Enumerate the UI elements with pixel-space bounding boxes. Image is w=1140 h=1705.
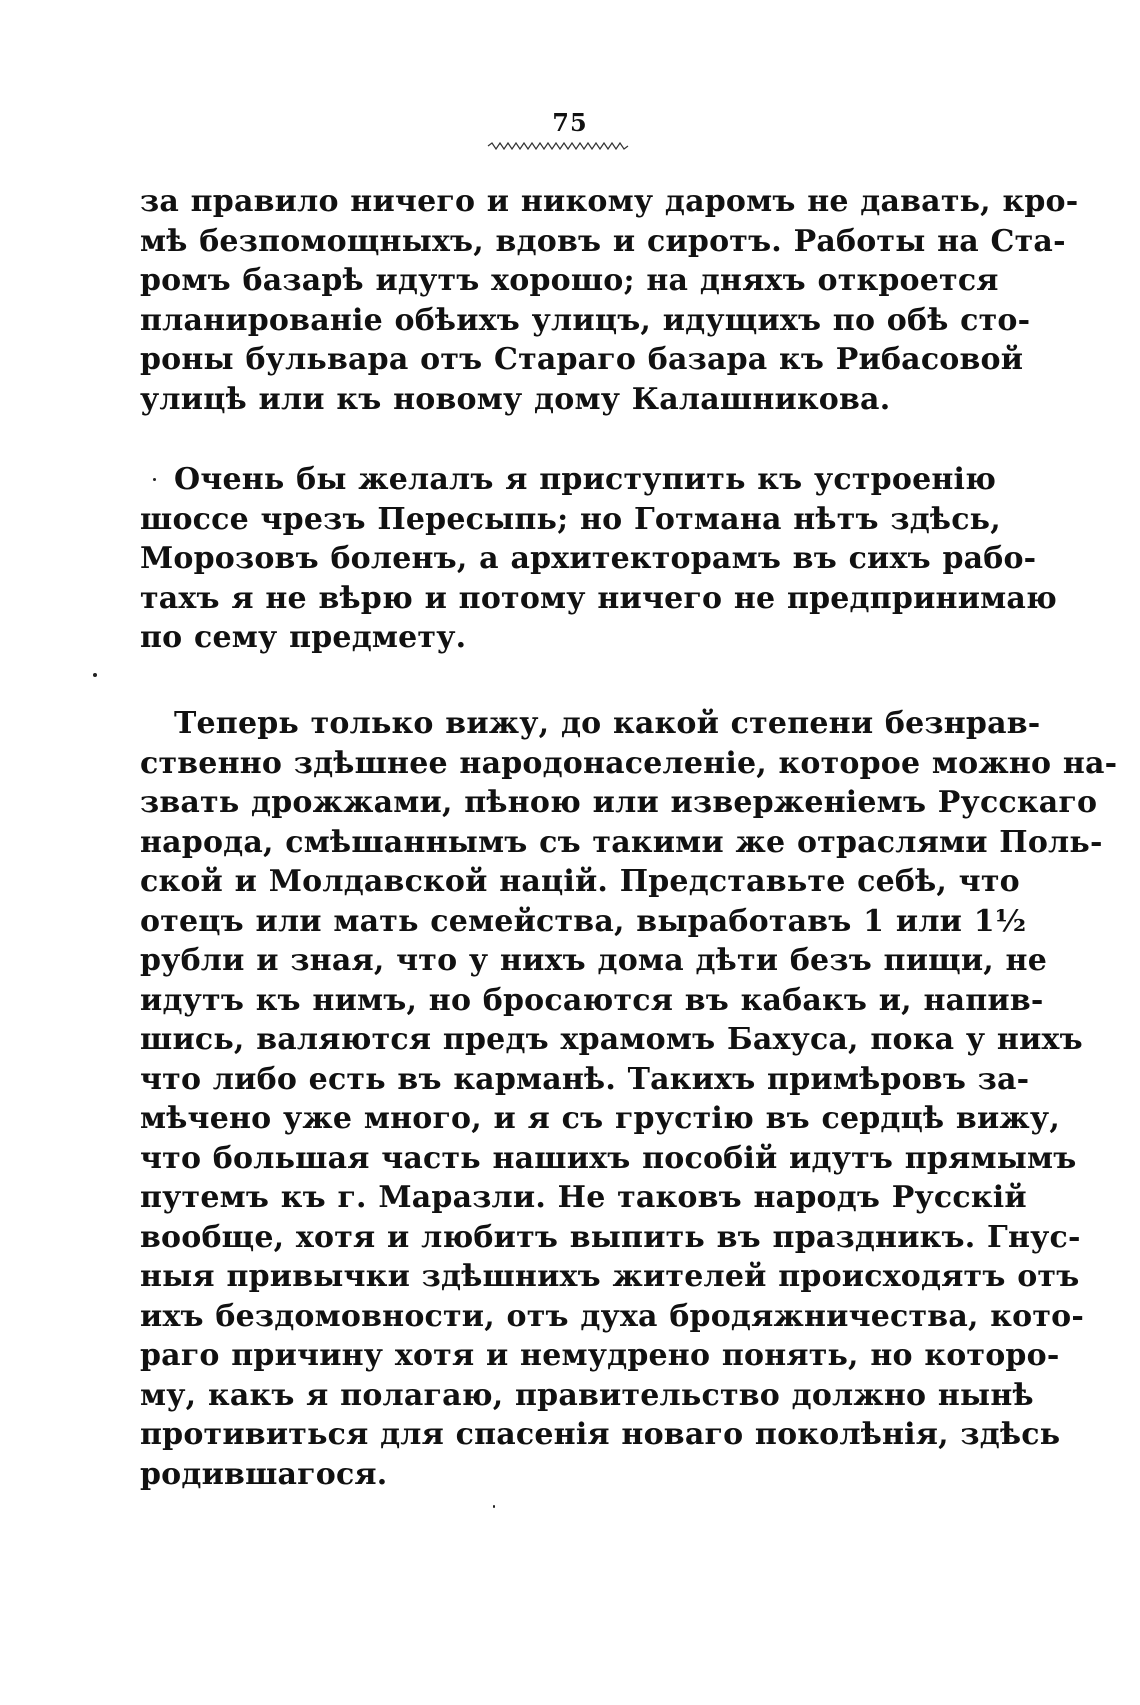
text-line: народа, смѣшаннымъ съ такими же отраслями Поль- <box>140 824 1103 860</box>
text-line: шоссе чрезъ Пересыпь; но Готмана нѣтъ здѣсь, <box>140 501 1001 537</box>
paragraph-1 <box>140 182 1079 419</box>
scan-speck <box>153 478 156 481</box>
text-line: звать дрожжами, пѣною или изверженіемъ Русскаго <box>140 785 1098 820</box>
text-line: Очень бы желалъ я приступить къ устроенію <box>174 462 997 497</box>
text-line: что большая часть нашихъ пособій идутъ прямымъ <box>140 1140 1077 1176</box>
text-line: ихъ бездомовности, отъ духа бродяжничества, кото- <box>140 1298 1084 1334</box>
text-line: му, какъ я полагаю, правительство должно нынѣ <box>140 1377 1034 1413</box>
text-line: рубли и зная, что у нихъ дома дѣти безъ пищи, не <box>140 943 1048 978</box>
text-line: улицѣ или къ новому дому Калашникова. <box>140 381 891 417</box>
paragraph-2 <box>140 460 1058 658</box>
text-line: идутъ къ нимъ, но бросаются въ кабакъ и, напив- <box>140 982 1044 1018</box>
text-line: мѣ безпомощныхъ, вдовъ и сиротъ. Работы на Ста- <box>140 223 1066 259</box>
text-line: шись, валяются предъ храмомъ Бахуса, пока у нихъ <box>140 1022 1083 1057</box>
text-line: мѣчено уже много, и я съ грустію въ сердцѣ вижу, <box>140 1101 1060 1136</box>
text-line: что либо есть въ карманѣ. Такихъ примѣровъ за- <box>140 1061 1030 1097</box>
text-line: Морозовъ боленъ, а архитекторамъ въ сихъ рабо- <box>140 541 1037 576</box>
text-line: вообще, хотя и любитъ выпить въ праздникъ. Гнус- <box>140 1219 1081 1255</box>
text-line: ныя привычки здѣшнихъ жителей происходятъ отъ <box>140 1259 1080 1294</box>
text-line: роны бульвара отъ Стараго базара къ Рибасовой <box>140 342 1024 377</box>
scan-speck <box>93 673 97 677</box>
text-line: планированіе обѣихъ улицъ, идущихъ по обѣ сто- <box>140 302 1031 338</box>
scan-speck <box>493 1505 495 1508</box>
text-line: тахъ я не вѣрю и потому ничего не предпринимаю <box>140 580 1058 616</box>
page-number: 75 <box>552 108 588 137</box>
text-line: противиться для спасенія новаго поколѣнія, здѣсь <box>140 1417 1061 1452</box>
text-line: ской и Молдавской націй. Представьте себѣ, что <box>140 864 1020 899</box>
text-line: ромъ базарѣ идутъ хорошо; на дняхъ откроется <box>140 263 999 298</box>
text-line: ственно здѣшнее народонаселеніе, которое можно на- <box>140 745 1118 781</box>
text-line: путемъ къ г. Маразли. Не таковъ народъ Русскій <box>140 1180 1027 1215</box>
text-line: родившагося. <box>140 1456 388 1492</box>
text-line: за правило ничего и никому даромъ не давать, кро- <box>140 184 1079 219</box>
text-line: по сему предмету. <box>140 620 467 655</box>
paragraph-3 <box>140 704 1118 1494</box>
ornamental-rule-icon <box>488 140 628 152</box>
text-line: раго причину хотя и немудрено понять, но которо- <box>140 1338 1060 1373</box>
text-line: Теперь только вижу, до какой степени безнрав- <box>174 706 1041 741</box>
text-line: отецъ или мать семейства, выработавъ 1 или 1½ <box>140 903 1027 939</box>
